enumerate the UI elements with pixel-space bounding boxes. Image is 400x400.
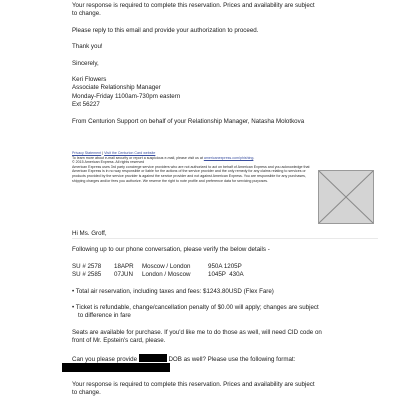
flight-list [72,263,382,280]
signature-extension: Ext 56227 [72,101,100,109]
greeting: Hi Ms. Groff, [72,230,107,237]
report-end: . [253,155,255,160]
top-message [72,2,382,126]
phishing-link[interactable]: americanexpress.com/phishing [203,155,254,160]
broken-image-placeholder [318,170,374,224]
flight-code: SU # 2585 [72,271,102,279]
notice-text: to change. [72,389,101,397]
seats-text: Seats are available for purchase. If you'd like me to do those as well, will need CID code on [72,328,322,336]
closing-notice [72,381,382,398]
second-message [72,230,382,364]
redaction-bar [62,363,170,372]
flight-date: 07JUN [114,271,133,279]
link-separator: | [101,151,105,155]
redaction-block [139,354,167,362]
reply-instruction: Please reply to this email and provide your authorization to proceed. [72,26,259,34]
signature-name: Keri Flowers [72,76,107,84]
flight-date: 18APR [114,262,134,270]
signature-hours: Monday-Friday 1100am-730pm eastern [72,92,181,100]
placeholder-x-icon [319,171,373,223]
notice-text: Your response is required to complete this reservation. Prices and availability are subject [72,381,315,388]
total-fare: • Total air reservation, including taxes and fees: $1243.80USD (Flex Fare) [72,287,274,295]
sign-off: Sincerely, [72,59,99,67]
refund-policy: • Ticket is refundable, change/cancellation penalty of $0.00 will apply; changes are subject [72,304,319,312]
flight-times: 950A 1205P [208,262,242,270]
notice-text: to change. [72,10,101,18]
flight-route: London / Moscow [142,271,191,279]
flight-times: 1045P 430A [208,271,244,279]
copyright-text: © 2015 American Express. All rights reserved [72,160,145,165]
followup-text: Following up to our phone conversation, please verify the below details - [72,246,270,254]
flight-row [72,263,382,271]
thanks-text: Thank you! [72,43,103,51]
refund-policy: to difference in fare [78,312,131,320]
notice-text: Your response is required to complete this reservation. Prices and availability are subject [72,2,315,9]
from-line: From Centurion Support on behalf of your Relationship Manager, Natasha Molotkova [72,117,305,125]
centurion-website-link[interactable]: Visit the Centurion Card website [104,151,156,155]
disclaimer-text: American Express uses 3rd party concierge service providers who are not authorized to act on behalf of American Express and you acknowledge that American Express is in no way responsible or liable for the actions of the service provider and the only remedy for any claims relating to services or products provided by the service provider is against the service provider and not against American Express. You are responsible for any purchases, shipping charges and/or fees you authorize. We reserve the right to note profile and preference data for servicing purposes. [72,164,310,183]
seats-text: front of Mr. Epstein's card, please. [72,337,166,345]
report-text: To learn more about e-mail security or report a suspicious e-mail, please visit us at [72,155,204,160]
flight-row [72,271,382,279]
legal-footer [72,151,310,183]
privacy-statement-link[interactable]: Privacy Statement [72,151,102,155]
signature-title: Associate Relationship Manager [72,84,161,92]
dob-request: Can you please provide DOB as well? Please use the following format: [72,355,296,363]
flight-code: SU # 2578 [72,262,102,270]
flight-route: Moscow / London [142,262,191,270]
